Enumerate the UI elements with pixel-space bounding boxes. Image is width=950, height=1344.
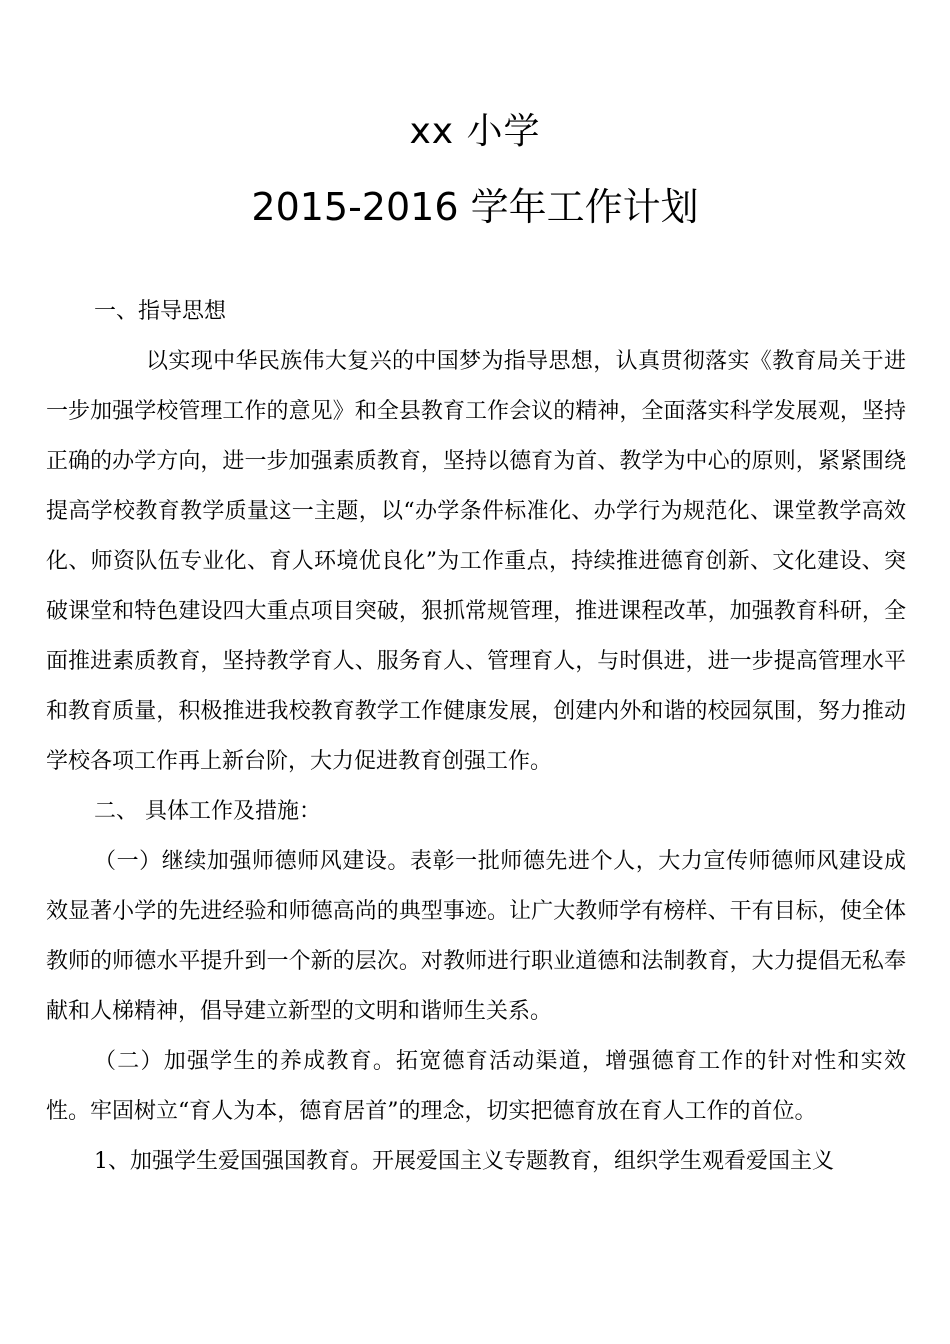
paragraph-student-habits: （二）加强学生的养成教育。拓宽德育活动渠道，增强德育工作的针对性和实效性。牢固树立“育人为本，德育居首”的理念，切实把德育放在育人工作的首位。: [46, 1049, 906, 1124]
document-title-school: xx 小学: [409, 111, 541, 152]
section-heading-guiding-ideology: 一、指导思想: [94, 299, 227, 324]
paragraph-guiding-ideology: 以实现中华民族伟大复兴的中国梦为指导思想，认真贯彻落实《教育局关于进一步加强学校管理工作的意见》和全县教育工作会议的精神，全面落实科学发展观，坚持正确的办学方向，进一步加强素质教育，坚持以德育为首、教学为中心的原则，紧紧围绕提高学校教育教学质量这一主题，以“办学条件标准化、办学行为规范化、课堂教学高效化、师资队伍专业化、育人环境优良化”为工作重点，持续推进德育创新、文化建设、突破课堂和特色建设四大重点项目突破，狠抓常规管理，推进课程改革，加强教育科研，全面推进素质教育，坚持教学育人、服务育人、管理育人，与时俱进，进一步提高管理水平和教育质量，积极推进我校教育教学工作健康发展，创建内外和谐的校园氛围，努力推动学校各项工作再上新台阶，大力促进教育创强工作。: [46, 349, 906, 774]
document-title-plan: 2015-2016 学年工作计划: [251, 185, 699, 229]
document-body: [46, 287, 906, 1187]
paragraph-teacher-ethics: （一）继续加强师德师风建设。表彰一批师德先进个人，大力宣传师德师风建设成效显著小学的先进经验和师德高尚的典型事迹。让广大教师学有榜样、干有目标，使全体教师的师德水平提升到一个新的层次。对教师进行职业道德和法制教育，大力提倡无私奉献和人梯精神，倡导建立新型的文明和谐师生关系。: [46, 849, 906, 1024]
section-heading-specific-work: 二、 具体工作及措施：: [94, 799, 321, 824]
paragraph-patriotic-education: 1、加强学生爱国强国教育。开展爱国主义专题教育，组织学生观看爱国主义: [94, 1149, 834, 1174]
